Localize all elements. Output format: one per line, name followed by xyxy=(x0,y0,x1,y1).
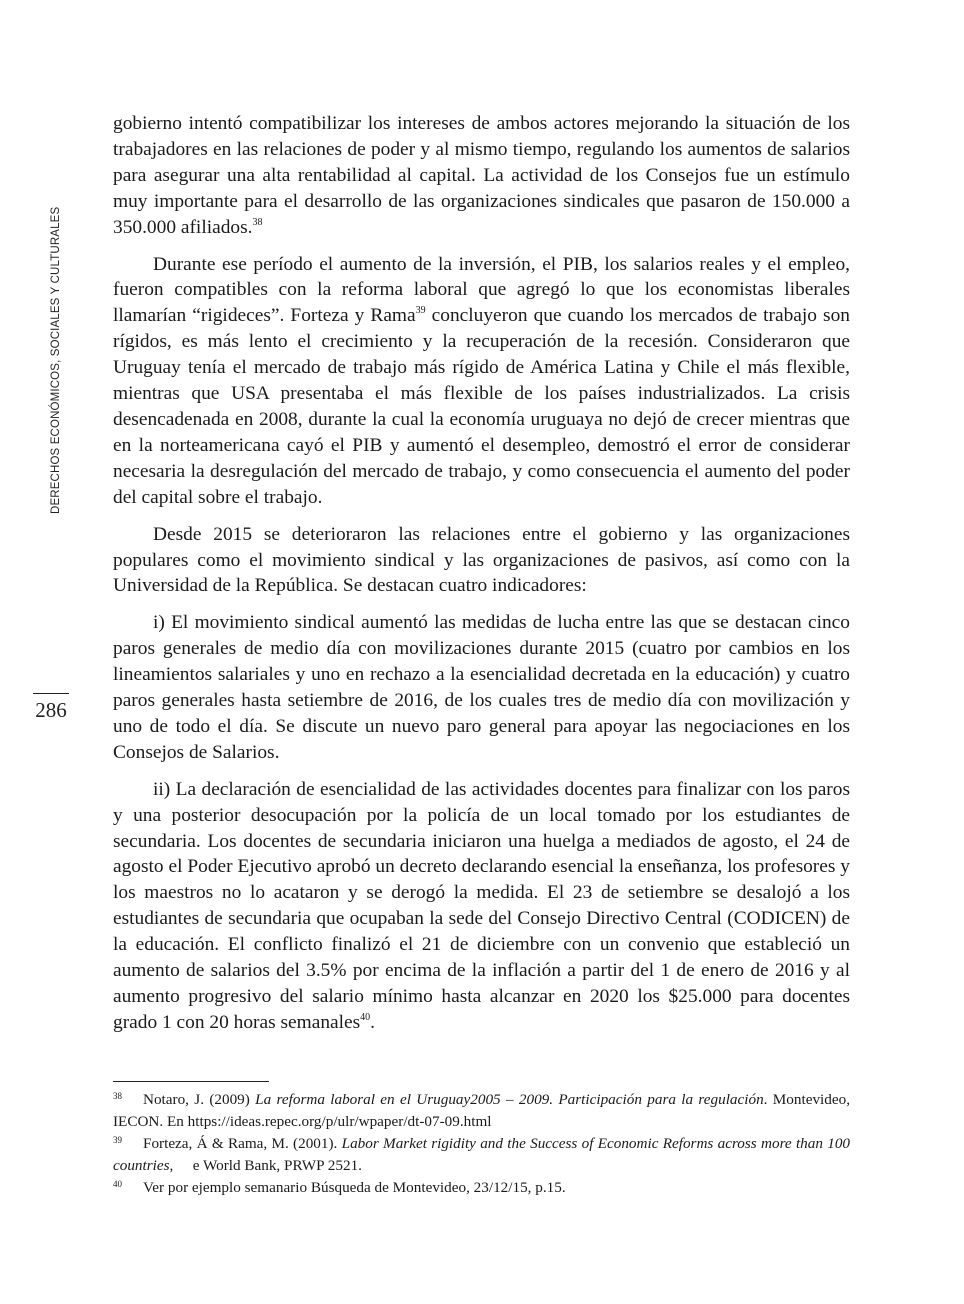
footnote-ref-38[interactable]: 38 xyxy=(252,216,263,228)
body-text xyxy=(113,111,850,1047)
footnote-38: 38 Notaro, J. (2009) La reforma laboral en el Uruguay2005 – 2009. Participación para la regulación. Montevideo, IECON. En https://ideas.repec.org/p/ulr/wpaper/dt-07-09.html xyxy=(113,1091,850,1130)
page-number-rule xyxy=(33,693,69,694)
footnote-ref-39[interactable]: 39 xyxy=(415,305,426,317)
page-number: 286 xyxy=(35,698,67,722)
footnote-40: 40 Ver por ejemplo semanario Búsqueda de Montevideo, 23/12/15, p.15. xyxy=(113,1179,566,1196)
footnotes xyxy=(113,1089,850,1199)
paragraph-3: Desde 2015 se deterioraron las relaciones entre el gobierno y las organizaciones populares como el movimiento sindical y las organizaciones de pasivos, así como con la Universidad de la República. Se destacan cuatro indicadores: xyxy=(113,523,850,597)
footnote-title: La reforma laboral en el Uruguay2005 – 2009. Participación para la regulación xyxy=(255,1091,764,1108)
running-section-title: DERECHOS ECONÓMICOS, SOCIALES Y CULTURALES xyxy=(50,206,62,514)
paragraph-1: gobierno intentó compatibilizar los intereses de ambos actores mejorando la situación de los trabajadores en las relaciones de poder y al mismo tiempo, regulando los aumentos de salarios para asegurar una alta rentabilidad al capital. La actividad de los Consejos fue un estímulo muy importante para el desarrollo de las organizaciones sindicales que pasaron de 150.000 a 350.000 afiliados.$^{38}$ xyxy=(113,113,850,238)
footnote-39: 39 Forteza, Á & Rama, M. (2001). Labor Market rigidity and the Success of Economic Reforms across more than 100 countries,   e World Bank, PRWP 2521. xyxy=(113,1135,851,1174)
paragraph-2: Durante ese período el aumento de la inversión, el PIB, los salarios reales y el empleo, fueron compatibles con la reforma laboral que agregó lo que los economistas liberales llamarían “rigideces”. Forteza y Rama$^{39}$ concluyeron que cuando los mercados de trabajo son rígidos, es más lento el crecimiento y la recuperación de la recesión. Consideraron que Uruguay tenía el mercado de trabajo más rígido de América Latina y Chile el más flexible, mientras que USA presentaba el más flexible de los países industrializados. La crisis desencadenada en 2008, durante la cual la economía uruguaya no dejó de crecer mientras que en la norteamericana cayó el PIB y aumentó el desempleo, demostró el error de considerar necesaria la desregulación del mercado de trabajo, y como consecuencia el aumento del poder del capital sobre el trabajo. xyxy=(113,253,850,508)
footnote-title: Labor Market rigidity and the Success of Economic Reforms across more than 100 countries xyxy=(113,1135,851,1174)
footnote-separator xyxy=(113,1081,269,1082)
indicator-ii: ii) La declaración de esencialidad de las actividades docentes para finalizar con los paros y una posterior desocupación por la policía de un local tomado por los estudiantes de secundaria. Los docentes de secundaria iniciaron una huelga a mediados de agosto, el 24 de agosto el Poder Ejecutivo aprobó un decreto declarando esencial la enseñanza, los profesores y los maestros no lo acataron y se derogó la medida. El 23 de setiembre se desalojó a los estudiantes de secundaria que ocupaban la sede del Consejo Directivo Central (CODICEN) de la educación. El conflicto finalizó el 21 de diciembre con un convenio que estableció un aumento de salarios del 3.5% por encima de la inflación a partir del 1 de enero de 2016 y al aumento progresivo del salario mínimo hasta alcanzar en 2020 los $25.000 para docentes grado 1 con 20 horas semanales$^{40}$. xyxy=(113,778,850,1033)
footnote-ref-40[interactable]: 40 xyxy=(360,1011,371,1023)
indicator-i: i) El movimiento sindical aumentó las medidas de lucha entre las que se destacan cinco paros generales de medio día con movilizaciones durante 2015 (cuatro por cambios en los lineamientos salariales y uno en rechazo a la esencialidad decretada en la educación) y cuatro paros generales hasta setiembre de 2016, de los cuales tres de medio día con movilización y uno de todo el día. Se discute un nuevo paro general para apoyar las negociaciones en los Consejos de Salarios. xyxy=(113,612,850,763)
